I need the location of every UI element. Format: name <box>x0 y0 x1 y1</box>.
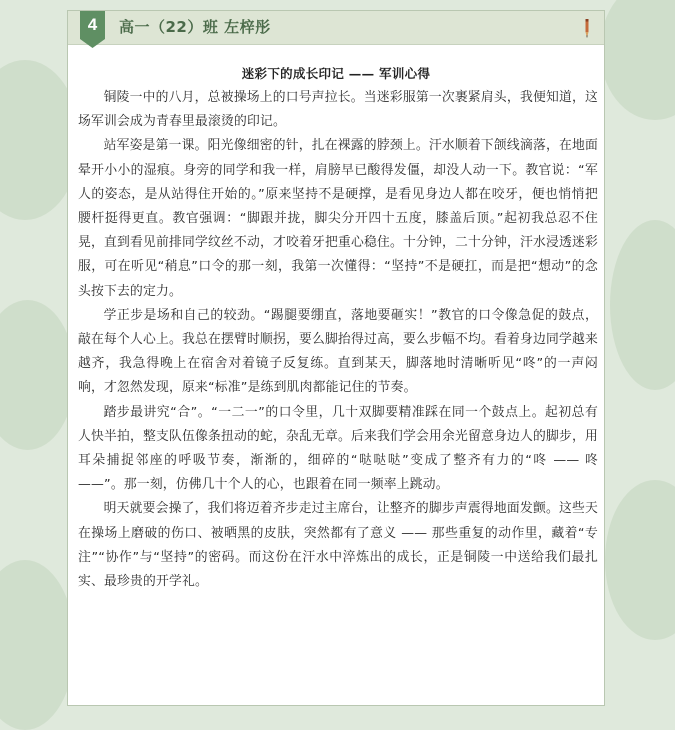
paragraph: 学正步是场和自己的较劲。“踢腿要绷直，落地要砸实！”教官的口令像急促的鼓点，敲在每个人心上。我总在摆臂时顺拐，要么脚抬得过高，要么步幅不均。看着身边同学越来越齐，我急得晚上在宿舍对着镜子反复练。直到某天，脚落地时清晰听见“咚”的一声闷响，才忽然发现，原来“标准”是练到肌肉都能记住的节奏。 <box>78 307 598 396</box>
background-camo-blob <box>0 300 75 450</box>
article-title: 迷彩下的成长印记 —— 军训心得 <box>241 66 431 81</box>
paragraph: 站军姿是第一课。阳光像细密的针，扎在裸露的脖颈上。汗水顺着下颌线滴落，在地面晕开小小的湿痕。身旁的同学和我一样，肩膀早已酸得发僵，却没人动一下。教官说：“军人的姿态，是从站得住开始的。”原来坚持不是硬撑，是看见身边人都在咬牙，便也悄悄把腰杆挺得更直。教官强调：“脚跟并拢，脚尖分开四十五度，膝盖后顶。”起初我总忍不住晃，直到看见前排同学纹丝不动，才咬着牙把重心稳住。十分钟，二十分钟，汗水浸透迷彩服，可在听见“稍息”口令的那一刻，我第一次懂得：“坚持”不是硬扛，而是把“想动”的念头按下去的定力。 <box>78 138 598 299</box>
paragraph: 踏步最讲究“合”。“一二一”的口令里，几十双脚要精准踩在同一个鼓点上。起初总有人快半拍，整支队伍像条扭动的蛇，杂乱无章。后来我们学会用余光留意身边人的脚步，用耳朵捕捉邻座的呼吸节奏，渐渐的，细碎的“哒哒哒”变成了整齐有力的“咚 —— 咚 ——”。那一刻，仿佛几十个人的心，也跟着在同一频率上跳动。 <box>78 404 598 493</box>
background-camo-blob <box>610 220 675 390</box>
background-camo-blob <box>600 0 675 120</box>
paragraph: 铜陵一中的八月，总被操场上的口号声拉长。当迷彩服第一次裹紧肩头，我便知道，这场军训会成为青春里最滚烫的印记。 <box>78 90 598 130</box>
background-camo-blob <box>0 560 75 730</box>
number-badge <box>80 11 105 49</box>
article-card <box>67 10 605 706</box>
background-camo-blob <box>605 480 675 640</box>
header-title: 高一（22）班 左梓彤 <box>119 18 271 36</box>
pen-icon <box>583 19 591 38</box>
article-body <box>78 86 598 594</box>
paragraph: 明天就要会操了，我们将迈着齐步走过主席台，让整齐的脚步声震得地面发颤。这些天在操场上磨破的伤口、被晒黑的皮肤，突然都有了意义 —— 那些重复的动作里，藏着“专注”“协作”与“坚持”的密码。而这份在汗水中淬炼出的成长，正是铜陵一中送给我们最扎实、最珍贵的开学礼。 <box>78 501 598 590</box>
header-bar <box>68 11 604 45</box>
badge-number: 4 <box>87 15 98 34</box>
